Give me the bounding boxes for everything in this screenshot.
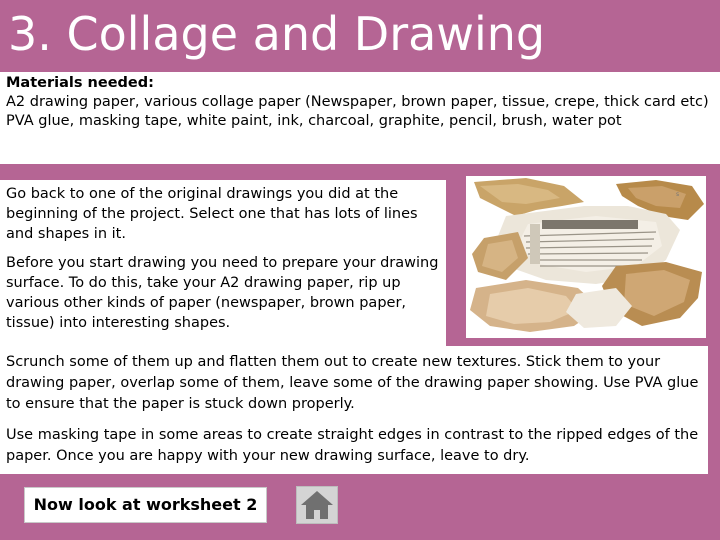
slide-title: 3. Collage and Drawing (8, 7, 546, 61)
home-button[interactable] (296, 486, 338, 524)
collage-illustration (466, 176, 706, 338)
intro-panel (0, 180, 446, 346)
svg-text:s: s (676, 191, 680, 198)
steps-paragraph-2: Use masking tape in some areas to create straight edges in contrast to the ripped edges of the paper. Once you are happy with your new drawing surface, leave to dry. (6, 427, 699, 464)
intro-paragraph-1: Go back to one of the original drawings you did at the beginning of the project. Select one that has lots of lines and shapes in it. (6, 186, 418, 242)
worksheet-2-button[interactable]: Now look at worksheet 2 (24, 487, 267, 523)
steps-panel (0, 346, 708, 474)
intro-paragraph-2: Before you start drawing you need to prepare your drawing surface. To do this, take your A2 drawing paper, rip up various other kinds of paper (newspaper, brown paper, tissue) into interesting shapes. (6, 255, 439, 331)
materials-heading: Materials needed: (6, 75, 154, 91)
collage-photo (466, 176, 706, 338)
materials-list: A2 drawing paper, various collage paper (Newspaper, brown paper, tissue, crepe, thick card etc) PVA glue, masking tape, white paint, ink, charcoal, graphite, pencil, brush, water pot (6, 94, 709, 129)
steps-paragraph-1: Scrunch some of them up and flatten them out to create new textures. Stick them to your drawing paper, overlap some of them, leave some of the drawing paper showing. Use PVA glue to ensure that the paper is stuck down properly. (6, 354, 699, 412)
home-icon (297, 487, 337, 523)
materials-panel (0, 72, 720, 164)
